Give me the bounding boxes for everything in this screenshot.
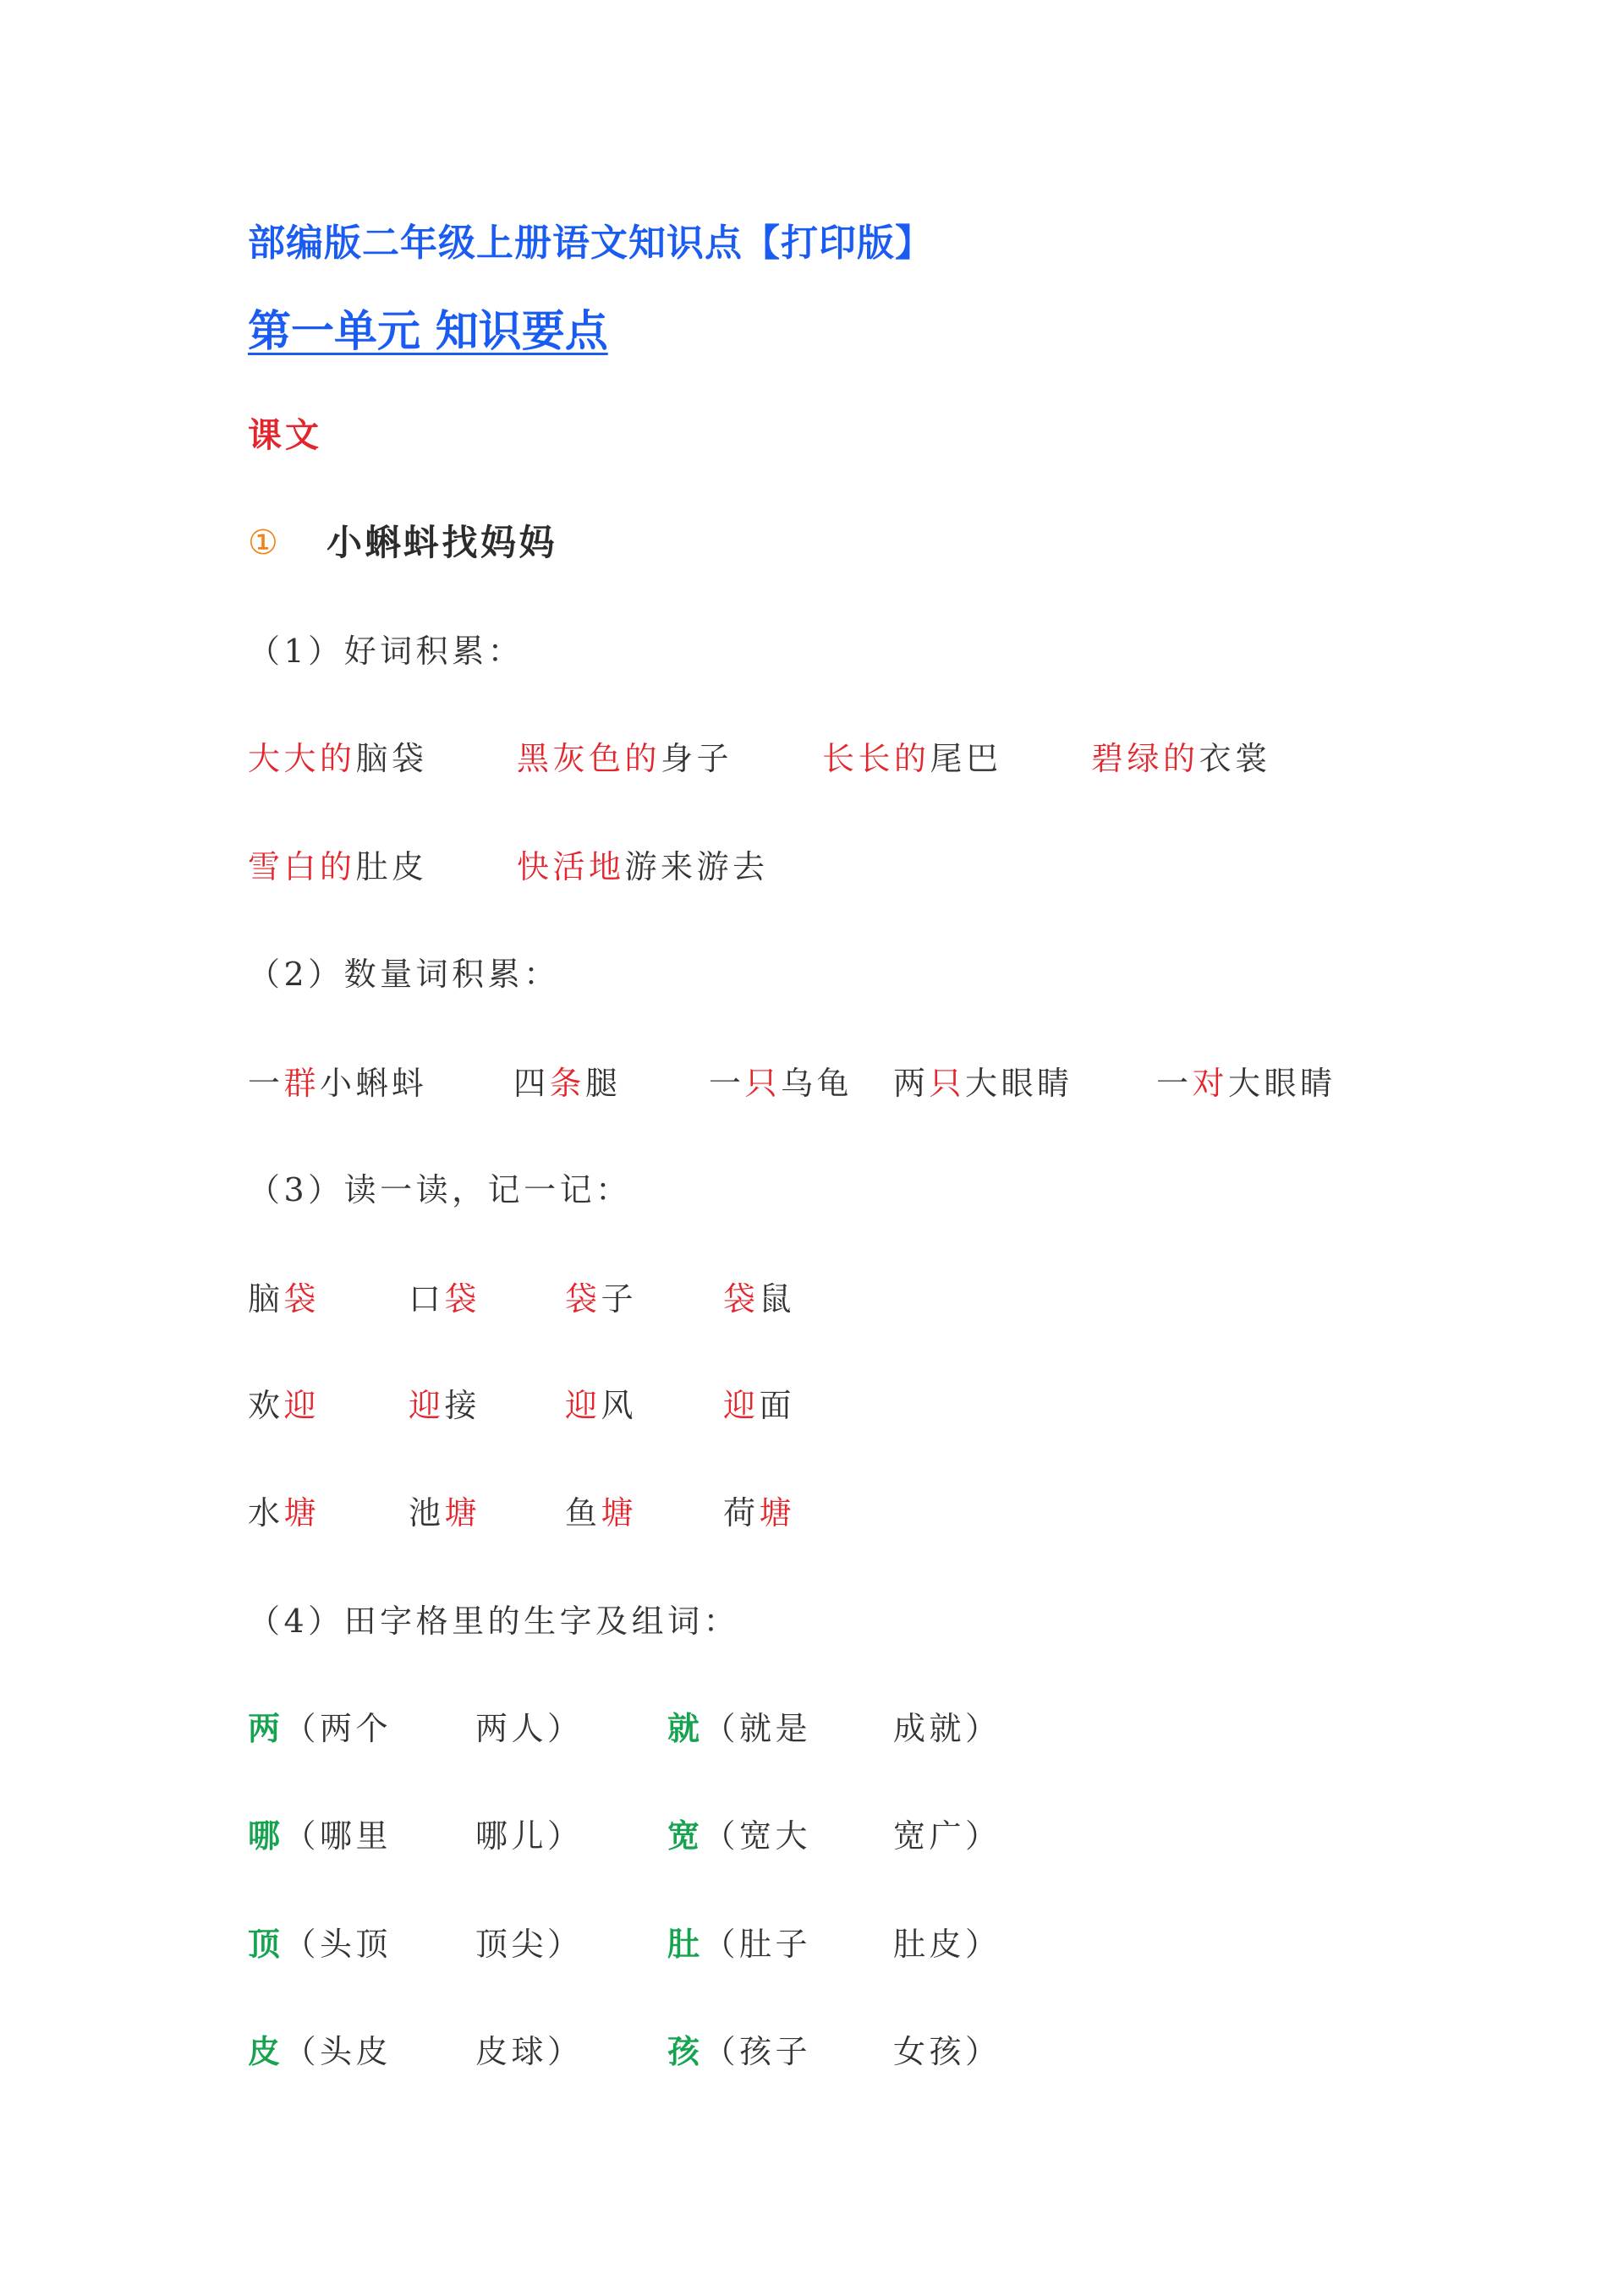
highlight-text: 黑灰色的 (517, 740, 661, 777)
plain-text: 欢 (248, 1387, 284, 1424)
plain-text: 脑 (248, 1280, 284, 1318)
highlight-text: 迎 (723, 1387, 760, 1424)
plain-text: 衣裳 (1199, 740, 1271, 777)
character-group (667, 1811, 811, 1861)
highlight-text: 对 (1192, 1065, 1229, 1102)
character-row (0, 1919, 1624, 1970)
plain-text: 肚皮 (355, 848, 428, 885)
character-group (667, 1919, 811, 1970)
highlight-text: 迎 (565, 1387, 601, 1424)
measure-words-heading-line (0, 949, 1624, 1000)
example-word: 哪儿） (475, 1817, 584, 1855)
plain-text: 接 (444, 1387, 481, 1424)
new-character: 肚 (667, 1926, 704, 1963)
plain-text: 鼠 (759, 1280, 796, 1318)
good-word-item (1091, 733, 1271, 784)
word-item (409, 1380, 480, 1431)
character-row (0, 1703, 1624, 1754)
plain-text: 乌龟 (781, 1065, 853, 1102)
plain-text: 小蝌蚪 (320, 1065, 428, 1102)
good-word-item (517, 733, 732, 784)
example-word: 两人） (475, 1710, 584, 1747)
plain-text: 池 (409, 1494, 445, 1532)
lesson-line (0, 518, 1624, 568)
highlight-text: 条 (549, 1065, 586, 1102)
plain-text: 口 (409, 1280, 445, 1318)
new-character: 顶 (248, 1926, 284, 1963)
word-item (248, 1380, 320, 1431)
plain-text: 腿 (585, 1065, 622, 1102)
good-word-item (248, 733, 428, 784)
read-remember-row (0, 1274, 1624, 1324)
highlight-text: 塘 (444, 1494, 481, 1532)
read-remember-row (0, 1488, 1624, 1538)
new-character: 就 (667, 1710, 704, 1747)
unit-heading-line (0, 302, 1624, 363)
highlight-text: 袋 (283, 1280, 321, 1318)
word-item (248, 1274, 320, 1324)
plain-text: 一 (248, 1065, 284, 1102)
word-item (248, 1488, 320, 1538)
word-item (565, 1274, 637, 1324)
word-item (723, 1488, 795, 1538)
measure-word-item (893, 1058, 1073, 1109)
read-remember-heading-line (0, 1164, 1624, 1215)
plain-text: 鱼 (565, 1494, 601, 1532)
character-group (248, 1703, 392, 1754)
good-words-heading: （1）好词积累： (248, 633, 524, 670)
example-word: 女孩） (893, 2033, 1001, 2070)
new-characters-heading: （4）田字格里的生字及组词： (248, 1603, 740, 1640)
word-item (565, 1380, 637, 1431)
measure-word-item (709, 1058, 853, 1109)
word-item (409, 1274, 480, 1324)
plain-text: 荷 (723, 1494, 760, 1532)
character-group (248, 1811, 392, 1861)
read-remember-heading: （3）读一读，记一记： (248, 1171, 632, 1208)
plain-text: 尾巴 (930, 740, 1002, 777)
highlight-text: 塘 (601, 1494, 638, 1532)
plain-text: 一 (1156, 1065, 1193, 1102)
measure-word-item (248, 1058, 428, 1109)
example-word: （头顶 (283, 1926, 392, 1963)
plain-text: 身子 (661, 740, 733, 777)
example-word: 肚皮） (893, 1926, 1001, 1963)
good-word-item (517, 841, 769, 892)
highlight-text: 袋 (723, 1280, 760, 1318)
new-character: 孩 (667, 2033, 704, 2070)
example-word: （哪里 (283, 1817, 392, 1855)
example-word: （孩子 (703, 2033, 812, 2070)
lesson-title: 小蝌蚪找妈妈 (326, 522, 558, 563)
example-word: 宽广） (893, 1817, 1001, 1855)
plain-text: 风 (601, 1387, 638, 1424)
plain-text: 大眼睛 (965, 1065, 1073, 1102)
plain-text: 大眼睛 (1228, 1065, 1336, 1102)
plain-text: 四 (513, 1065, 550, 1102)
plain-text: 脑袋 (355, 740, 428, 777)
new-character: 皮 (248, 2033, 284, 2070)
example-word: （就是 (703, 1710, 812, 1747)
highlight-text: 群 (283, 1065, 321, 1102)
new-character: 哪 (248, 1817, 284, 1855)
word-item (723, 1274, 795, 1324)
measure-words-row (0, 1058, 1624, 1109)
highlight-text: 快活地 (517, 848, 625, 885)
character-group (667, 2026, 811, 2077)
example-word: （宽大 (703, 1817, 812, 1855)
highlight-text: 只 (929, 1065, 966, 1102)
highlight-text: 只 (744, 1065, 782, 1102)
measure-word-item (1156, 1058, 1336, 1109)
highlight-text: 雪白的 (248, 848, 356, 885)
character-row (0, 2026, 1624, 2077)
title-line (0, 218, 1624, 269)
example-word: 皮球） (475, 2033, 584, 2070)
document-title: 部编版二年级上册语文知识点【打印版】 (248, 222, 933, 265)
highlight-text: 碧绿的 (1091, 740, 1199, 777)
new-character: 两 (248, 1710, 284, 1747)
example-word: 成就） (893, 1710, 1001, 1747)
example-word: （头皮 (283, 2033, 392, 2070)
highlight-text: 袋 (565, 1280, 601, 1318)
new-characters-heading-line (0, 1596, 1624, 1647)
word-item (723, 1380, 795, 1431)
plain-text: 游来游去 (624, 848, 769, 885)
plain-text: 一 (709, 1065, 745, 1102)
highlight-text: 塘 (283, 1494, 321, 1532)
lesson-number: ① (248, 523, 278, 562)
example-word: 顶尖） (475, 1926, 584, 1963)
section-label: 课文 (248, 416, 322, 455)
character-group (667, 1703, 811, 1754)
good-word-item (822, 733, 1002, 784)
plain-text: 水 (248, 1494, 284, 1532)
highlight-text: 大大的 (248, 740, 356, 777)
example-word: （两个 (283, 1710, 392, 1747)
plain-text: 面 (759, 1387, 796, 1424)
highlight-text: 塘 (759, 1494, 796, 1532)
unit-heading: 第一单元 知识要点 (248, 307, 608, 357)
good-words-heading-line (0, 626, 1624, 677)
word-item (409, 1488, 480, 1538)
highlight-text: 长长的 (822, 740, 930, 777)
read-remember-row (0, 1380, 1624, 1431)
measure-words-heading: （2）数量词积累： (248, 956, 560, 993)
measure-word-item (513, 1058, 622, 1109)
plain-text: 两 (893, 1065, 930, 1102)
highlight-text: 迎 (409, 1387, 445, 1424)
section-label-line (0, 410, 1624, 461)
example-word: （肚子 (703, 1926, 812, 1963)
character-group (248, 1919, 392, 1970)
word-item (565, 1488, 637, 1538)
highlight-text: 袋 (444, 1280, 481, 1318)
highlight-text: 迎 (283, 1387, 321, 1424)
character-row (0, 1811, 1624, 1861)
plain-text: 子 (601, 1280, 638, 1318)
good-words-row (0, 841, 1624, 892)
good-word-item (248, 841, 428, 892)
good-words-row (0, 733, 1624, 784)
character-group (248, 2026, 392, 2077)
new-character: 宽 (667, 1817, 704, 1855)
